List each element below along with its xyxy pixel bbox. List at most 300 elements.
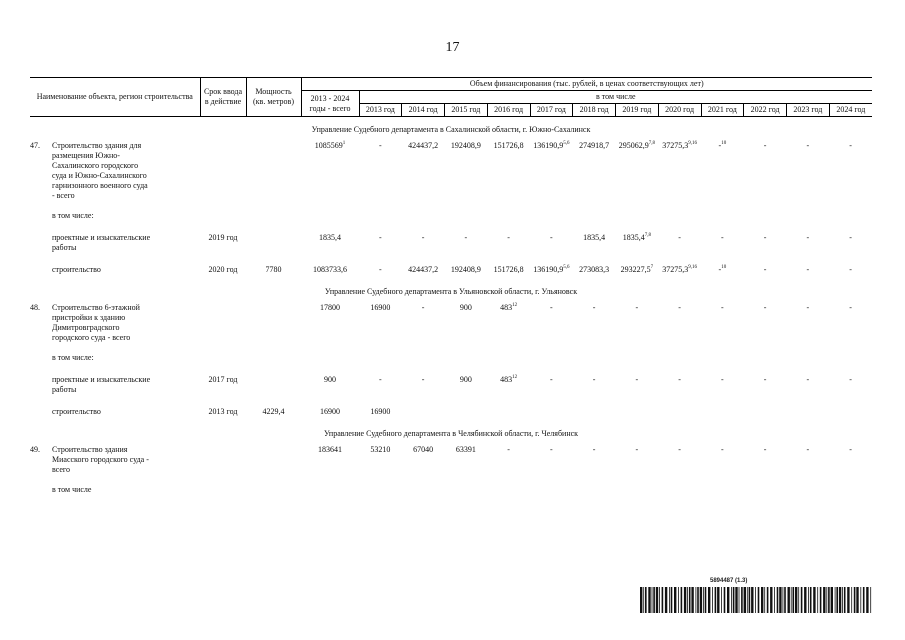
year-cell-value: 67040: [413, 445, 434, 454]
year-cell: [658, 407, 701, 417]
year-cell: [658, 445, 701, 475]
total-cell: [301, 141, 359, 201]
incl-label-cell: [30, 485, 872, 495]
total-cell-value: 183641: [318, 445, 342, 454]
barcode-bar: [640, 587, 642, 613]
object-name-cell: [30, 141, 200, 201]
year-cell: [487, 141, 530, 201]
barcode-bar: [703, 587, 704, 613]
barcode-bar: [860, 587, 861, 613]
year-cell: [616, 445, 659, 475]
barcode-bar: [813, 587, 815, 613]
barcode-bar: [820, 587, 822, 613]
year-cell-value: -: [849, 141, 852, 150]
year-cell: [658, 375, 701, 395]
barcode-bar: [687, 587, 688, 613]
detail-name-cell: [30, 233, 200, 253]
year-cell: [787, 265, 830, 275]
year-cell-value: -: [550, 375, 553, 384]
year-cell: [402, 407, 445, 417]
header-year: 2023 год: [787, 104, 830, 117]
year-cell-value: -: [763, 445, 767, 454]
year-cell: [402, 233, 445, 253]
object-row: [30, 303, 872, 343]
year-cell-value: -: [763, 141, 767, 150]
year-cell: [402, 141, 445, 201]
year-cell: [487, 265, 530, 275]
total-cell-value: 17800: [320, 303, 340, 312]
barcode-bar: [823, 587, 825, 613]
barcode-bar: [691, 587, 693, 613]
year-cell-value: -: [806, 141, 810, 150]
barcode-bar: [777, 587, 779, 613]
barcode-bar: [770, 587, 772, 613]
year-cell: [616, 141, 659, 201]
barcode-bar: [744, 587, 746, 613]
year-cell: [701, 233, 744, 253]
barcode-bar: [856, 587, 858, 613]
total-cell-value: 1085569: [314, 141, 343, 150]
object-row: [30, 141, 872, 201]
barcode-bar: [735, 587, 737, 613]
barcode-bar: [697, 587, 699, 613]
object-number: 48.: [30, 303, 40, 312]
total-cell-value: 16900: [320, 407, 340, 416]
header-capacity: Мощность (кв. метров): [246, 78, 301, 117]
total-cell: [301, 265, 359, 275]
section-title-value: Управление Судебного департамента в Челябинской области, г. Челябинск: [323, 429, 579, 438]
year-cell: [787, 141, 830, 201]
barcode-bar: [783, 587, 784, 613]
barcode-bar: [741, 587, 743, 613]
barcode-bar: [656, 587, 658, 613]
year-cell: [701, 265, 744, 275]
capacity-cell: [246, 265, 301, 275]
year-cell: [487, 375, 530, 395]
total-cell-value: 900: [324, 375, 336, 384]
capacity-cell-value: 4229,4: [262, 407, 285, 416]
year-cell-value: 53210: [370, 445, 391, 454]
barcode-bar: [784, 587, 786, 613]
barcode-bar: [681, 587, 683, 613]
header-year: 2017 год: [530, 104, 573, 117]
year-cell: [359, 265, 402, 275]
year-cell-value: -: [849, 265, 852, 274]
footnote-mark: 1: [342, 141, 346, 146]
header-year: 2018 год: [573, 104, 616, 117]
capacity-cell: [246, 445, 301, 475]
year-cell-value: 274918,7: [579, 141, 610, 150]
year-cell: [787, 375, 830, 395]
object-number: 47.: [30, 141, 40, 150]
barcode-bar: [851, 587, 852, 613]
year-cell: [573, 407, 616, 417]
header-financing: Объем финансирования (тыс. рублей, в ценах соответствующих лет): [301, 78, 872, 91]
year-cell: [487, 233, 530, 253]
barcode-bar: [795, 587, 797, 613]
year-cell-value: -: [721, 445, 724, 454]
year-cell-value: 136190,9: [533, 141, 564, 150]
footnote-mark: 7,8: [644, 233, 651, 238]
detail-row: [30, 407, 872, 417]
barcode-bar: [645, 587, 647, 613]
barcode-bar: [731, 587, 732, 613]
year-cell: [829, 141, 872, 201]
year-cell: [744, 141, 787, 201]
barcode-bar: [696, 587, 697, 613]
year-cell: [530, 375, 573, 395]
incl-label: в том числе:: [52, 353, 94, 362]
barcode-bar: [774, 587, 775, 613]
barcode-bar: [847, 587, 849, 613]
capacity-cell: [246, 303, 301, 343]
year-cell: [445, 375, 488, 395]
detail-row: [30, 233, 872, 253]
year-cell-value: 151726,8: [493, 265, 524, 274]
barcode-bar: [758, 587, 760, 613]
barcode-bar: [662, 587, 664, 613]
barcode-bar: [791, 587, 792, 613]
barcode-bar: [870, 587, 871, 613]
section-title: [30, 117, 872, 142]
year-cell-value: -: [550, 445, 553, 454]
year-cell: [787, 445, 830, 475]
barcode-bar: [835, 587, 836, 613]
year-cell-value: -: [635, 303, 639, 312]
year-cell: [530, 445, 573, 475]
year-cell-value: -: [678, 303, 681, 312]
barcode-bar: [648, 587, 650, 613]
footnote-mark: 12: [512, 375, 518, 380]
year-cell-value: -: [678, 445, 681, 454]
year-cell-value: -: [678, 233, 681, 242]
year-cell-value: -: [806, 303, 810, 312]
year-cell-value: 424437,2: [408, 141, 439, 150]
header-year: 2022 год: [744, 104, 787, 117]
year-cell-value: -: [849, 303, 852, 312]
financing-table: [30, 77, 872, 499]
header-name: Наименование объекта, регион строительства: [30, 78, 200, 117]
term-cell: [200, 141, 246, 201]
year-cell-value: -: [806, 445, 810, 454]
footnote-mark: 5,6: [563, 265, 570, 270]
barcode-bar: [767, 587, 769, 613]
year-cell: [402, 375, 445, 395]
year-cell-value: -: [379, 233, 382, 242]
year-cell: [487, 445, 530, 475]
barcode-bar: [671, 587, 673, 613]
total-cell-value: 1835,4: [319, 233, 341, 242]
total-cell: [301, 303, 359, 343]
year-cell: [530, 407, 573, 417]
object-name: Строительство здания для размещения Южно-Сахалинского городского суда и Южно-Сахалинского гарнизонного военного суда - всего: [52, 141, 148, 200]
year-cell-value: -: [763, 265, 767, 274]
header-year: 2024 год: [829, 104, 872, 117]
term-cell-value: 2019 год: [208, 233, 238, 242]
year-cell: [573, 303, 616, 343]
year-cell-value: -: [421, 375, 425, 384]
year-cell: [616, 407, 659, 417]
year-cell-value: 483: [500, 303, 513, 312]
detail-name-cell: [30, 375, 200, 395]
header-year: 2021 год: [701, 104, 744, 117]
barcode-bar: [817, 587, 818, 613]
year-cell-value: -: [507, 445, 510, 454]
year-cell-value: 63391: [455, 445, 476, 454]
term-cell-value: 2013 год: [208, 407, 238, 416]
year-cell: [616, 233, 659, 253]
object-name: Строительство 6-этажной пристройки к зданию Димитровградского городского суда - всего: [52, 303, 140, 342]
year-cell: [402, 303, 445, 343]
term-cell: [200, 407, 246, 417]
header-year: 2014 год: [402, 104, 445, 117]
total-cell: [301, 233, 359, 253]
year-cell: [445, 265, 488, 275]
capacity-cell-value: 7780: [265, 265, 282, 274]
section-title-value: Управление Судебного департамента в Ульяновской области, г. Ульяновск: [324, 287, 578, 296]
object-row: [30, 445, 872, 475]
barcode-bar: [727, 587, 729, 613]
page-number: 17: [445, 40, 460, 55]
barcode-bar: [831, 587, 833, 613]
term-cell: [200, 445, 246, 475]
barcode-bar: [804, 587, 806, 613]
term-cell: [200, 375, 246, 395]
total-cell-value: 1083733,6: [313, 265, 347, 274]
year-cell: [744, 407, 787, 417]
section-title-row: [30, 421, 872, 445]
barcode-bar: [761, 587, 763, 613]
year-cell-value: -: [379, 375, 382, 384]
barcode-bar: [801, 587, 803, 613]
barcode-bar: [665, 587, 667, 613]
year-cell: [787, 233, 830, 253]
incl-label-cell: [30, 353, 872, 363]
year-cell: [658, 303, 701, 343]
year-cell: [701, 141, 744, 201]
detail-name: строительство: [52, 407, 101, 416]
year-cell-value: 16900: [370, 407, 391, 416]
barcode-bar: [826, 587, 827, 613]
barcode-bar: [659, 587, 660, 613]
year-cell: [530, 265, 573, 275]
year-cell: [829, 303, 872, 343]
year-cell-value: -: [678, 375, 681, 384]
year-cell-value: -: [592, 445, 596, 454]
detail-name-cell: [30, 407, 200, 417]
barcode-bar: [669, 587, 670, 613]
year-cell: [701, 445, 744, 475]
year-cell: [573, 445, 616, 475]
year-cell-value: -: [635, 375, 639, 384]
barcode-bar: [779, 587, 781, 613]
year-cell-value: -: [379, 265, 382, 274]
barcode-bar: [721, 587, 722, 613]
year-cell-value: 424437,2: [408, 265, 439, 274]
barcode-bar: [839, 587, 841, 613]
year-cell-value: 37275,3: [662, 141, 689, 150]
year-cell: [530, 233, 573, 253]
barcode-bar: [700, 587, 702, 613]
year-cell: [658, 141, 701, 201]
barcode-bar: [674, 587, 676, 613]
year-cell: [744, 303, 787, 343]
section-title: [30, 279, 872, 303]
year-cell-value: 273083,3: [579, 265, 610, 274]
term-cell-value: 2017 год: [208, 375, 238, 384]
year-cell-value: -: [763, 375, 767, 384]
capacity-cell: [246, 375, 301, 395]
object-number: 49.: [30, 445, 40, 454]
year-cell: [573, 375, 616, 395]
year-cell-value: -: [849, 375, 852, 384]
year-cell: [787, 303, 830, 343]
year-cell-value: 295062,9: [618, 141, 649, 150]
year-cell: [744, 233, 787, 253]
header-incl: в том числе: [359, 91, 872, 104]
header-year: 2020 год: [658, 104, 701, 117]
year-cell: [402, 445, 445, 475]
barcode-bar: [808, 587, 809, 613]
object-name-cell: [30, 445, 200, 475]
year-cell: [616, 375, 659, 395]
year-cell-value: -: [550, 303, 553, 312]
barcode-bar: [643, 587, 644, 613]
year-cell: [744, 445, 787, 475]
object-name: Строительство здания Миасского городского суда - всего: [52, 445, 149, 474]
header-year: 2016 год: [487, 104, 530, 117]
barcode-bar: [724, 587, 726, 613]
footnote-mark: 5,6: [563, 141, 570, 146]
year-cell: [573, 233, 616, 253]
year-cell-value: -: [763, 233, 767, 242]
year-cell-value: 37275,3: [662, 265, 689, 274]
year-cell: [658, 233, 701, 253]
footnote-mark: 10: [721, 141, 727, 146]
detail-name: строительство: [52, 265, 101, 274]
year-cell: [744, 265, 787, 275]
footnote-mark: 9,16: [688, 265, 697, 270]
barcode-bar: [793, 587, 795, 613]
section-title-row: [30, 279, 872, 303]
term-cell: [200, 303, 246, 343]
incl-label-cell: [30, 211, 872, 221]
year-cell: [701, 303, 744, 343]
barcode-bar: [705, 587, 707, 613]
year-cell-value: 900: [459, 303, 472, 312]
year-cell-value: -: [718, 265, 722, 274]
year-cell-value: 1835,4: [622, 233, 645, 242]
year-cell: [787, 407, 830, 417]
year-cell-value: 136190,9: [533, 265, 564, 274]
barcode-bar: [733, 587, 735, 613]
barcode-bar: [751, 587, 753, 613]
year-cell-value: 151726,8: [493, 141, 524, 150]
total-cell: [301, 445, 359, 475]
footnote-mark: 10: [721, 265, 727, 270]
barcode-label: 5894487 (1.3): [710, 578, 748, 584]
year-cell: [573, 265, 616, 275]
year-cell-value: -: [635, 445, 639, 454]
barcode-bar: [652, 587, 653, 613]
barcode-bar: [739, 587, 740, 613]
barcode-bar: [828, 587, 830, 613]
total-cell: [301, 375, 359, 395]
year-cell: [445, 303, 488, 343]
barcode-bar: [749, 587, 751, 613]
header-year: 2013 год: [359, 104, 402, 117]
detail-name-cell: [30, 265, 200, 275]
year-cell: [744, 375, 787, 395]
year-cell-value: 16900: [370, 303, 391, 312]
year-cell: [829, 265, 872, 275]
year-cell: [701, 375, 744, 395]
barcode-bar: [712, 587, 713, 613]
year-cell: [487, 407, 530, 417]
year-cell: [445, 407, 488, 417]
year-cell-value: -: [718, 141, 722, 150]
detail-row: [30, 375, 872, 395]
year-cell: [359, 233, 402, 253]
incl-label: в том числе: [52, 485, 92, 494]
year-cell: [829, 233, 872, 253]
year-cell: [616, 265, 659, 275]
barcode-bar: [678, 587, 679, 613]
year-cell-value: -: [507, 233, 510, 242]
barcode-bar: [684, 587, 686, 613]
barcode-bar: [708, 587, 710, 613]
year-cell: [359, 141, 402, 201]
year-cell: [487, 303, 530, 343]
year-cell: [701, 407, 744, 417]
year-cell-value: -: [421, 303, 425, 312]
year-cell-value: -: [763, 303, 767, 312]
barcode-bar: [717, 587, 719, 613]
year-cell: [829, 407, 872, 417]
barcode-bar: [715, 587, 717, 613]
object-name-cell: [30, 303, 200, 343]
barcode-bar: [788, 587, 790, 613]
year-cell-value: -: [721, 375, 724, 384]
header-year: 2019 год: [616, 104, 659, 117]
section-title-value: Управление Судебного департамента в Сахалинской области, г. Южно-Сахалинск: [311, 125, 591, 134]
year-cell-value: 483: [500, 375, 513, 384]
year-cell-value: -: [550, 233, 553, 242]
barcode-bar: [866, 587, 868, 613]
total-cell: [301, 407, 359, 417]
year-cell-value: -: [849, 233, 852, 242]
year-cell-value: -: [592, 303, 596, 312]
year-cell: [402, 265, 445, 275]
year-cell-value: -: [379, 141, 382, 150]
year-cell-value: -: [464, 233, 468, 242]
detail-name: проектные и изыскательские работы: [52, 375, 151, 394]
capacity-cell: [246, 233, 301, 253]
year-cell: [445, 141, 488, 201]
year-cell-value: -: [806, 375, 810, 384]
barcode-bar: [810, 587, 812, 613]
year-cell-value: 192408,9: [450, 141, 481, 150]
year-cell: [359, 375, 402, 395]
header-term: Срок ввода в действие: [200, 78, 246, 117]
capacity-cell: [246, 407, 301, 417]
year-cell: [530, 303, 573, 343]
footnote-mark: 7: [650, 265, 654, 270]
year-cell: [829, 445, 872, 475]
year-cell-value: -: [421, 233, 425, 242]
capacity-cell: [246, 141, 301, 201]
barcode-bar: [747, 587, 748, 613]
